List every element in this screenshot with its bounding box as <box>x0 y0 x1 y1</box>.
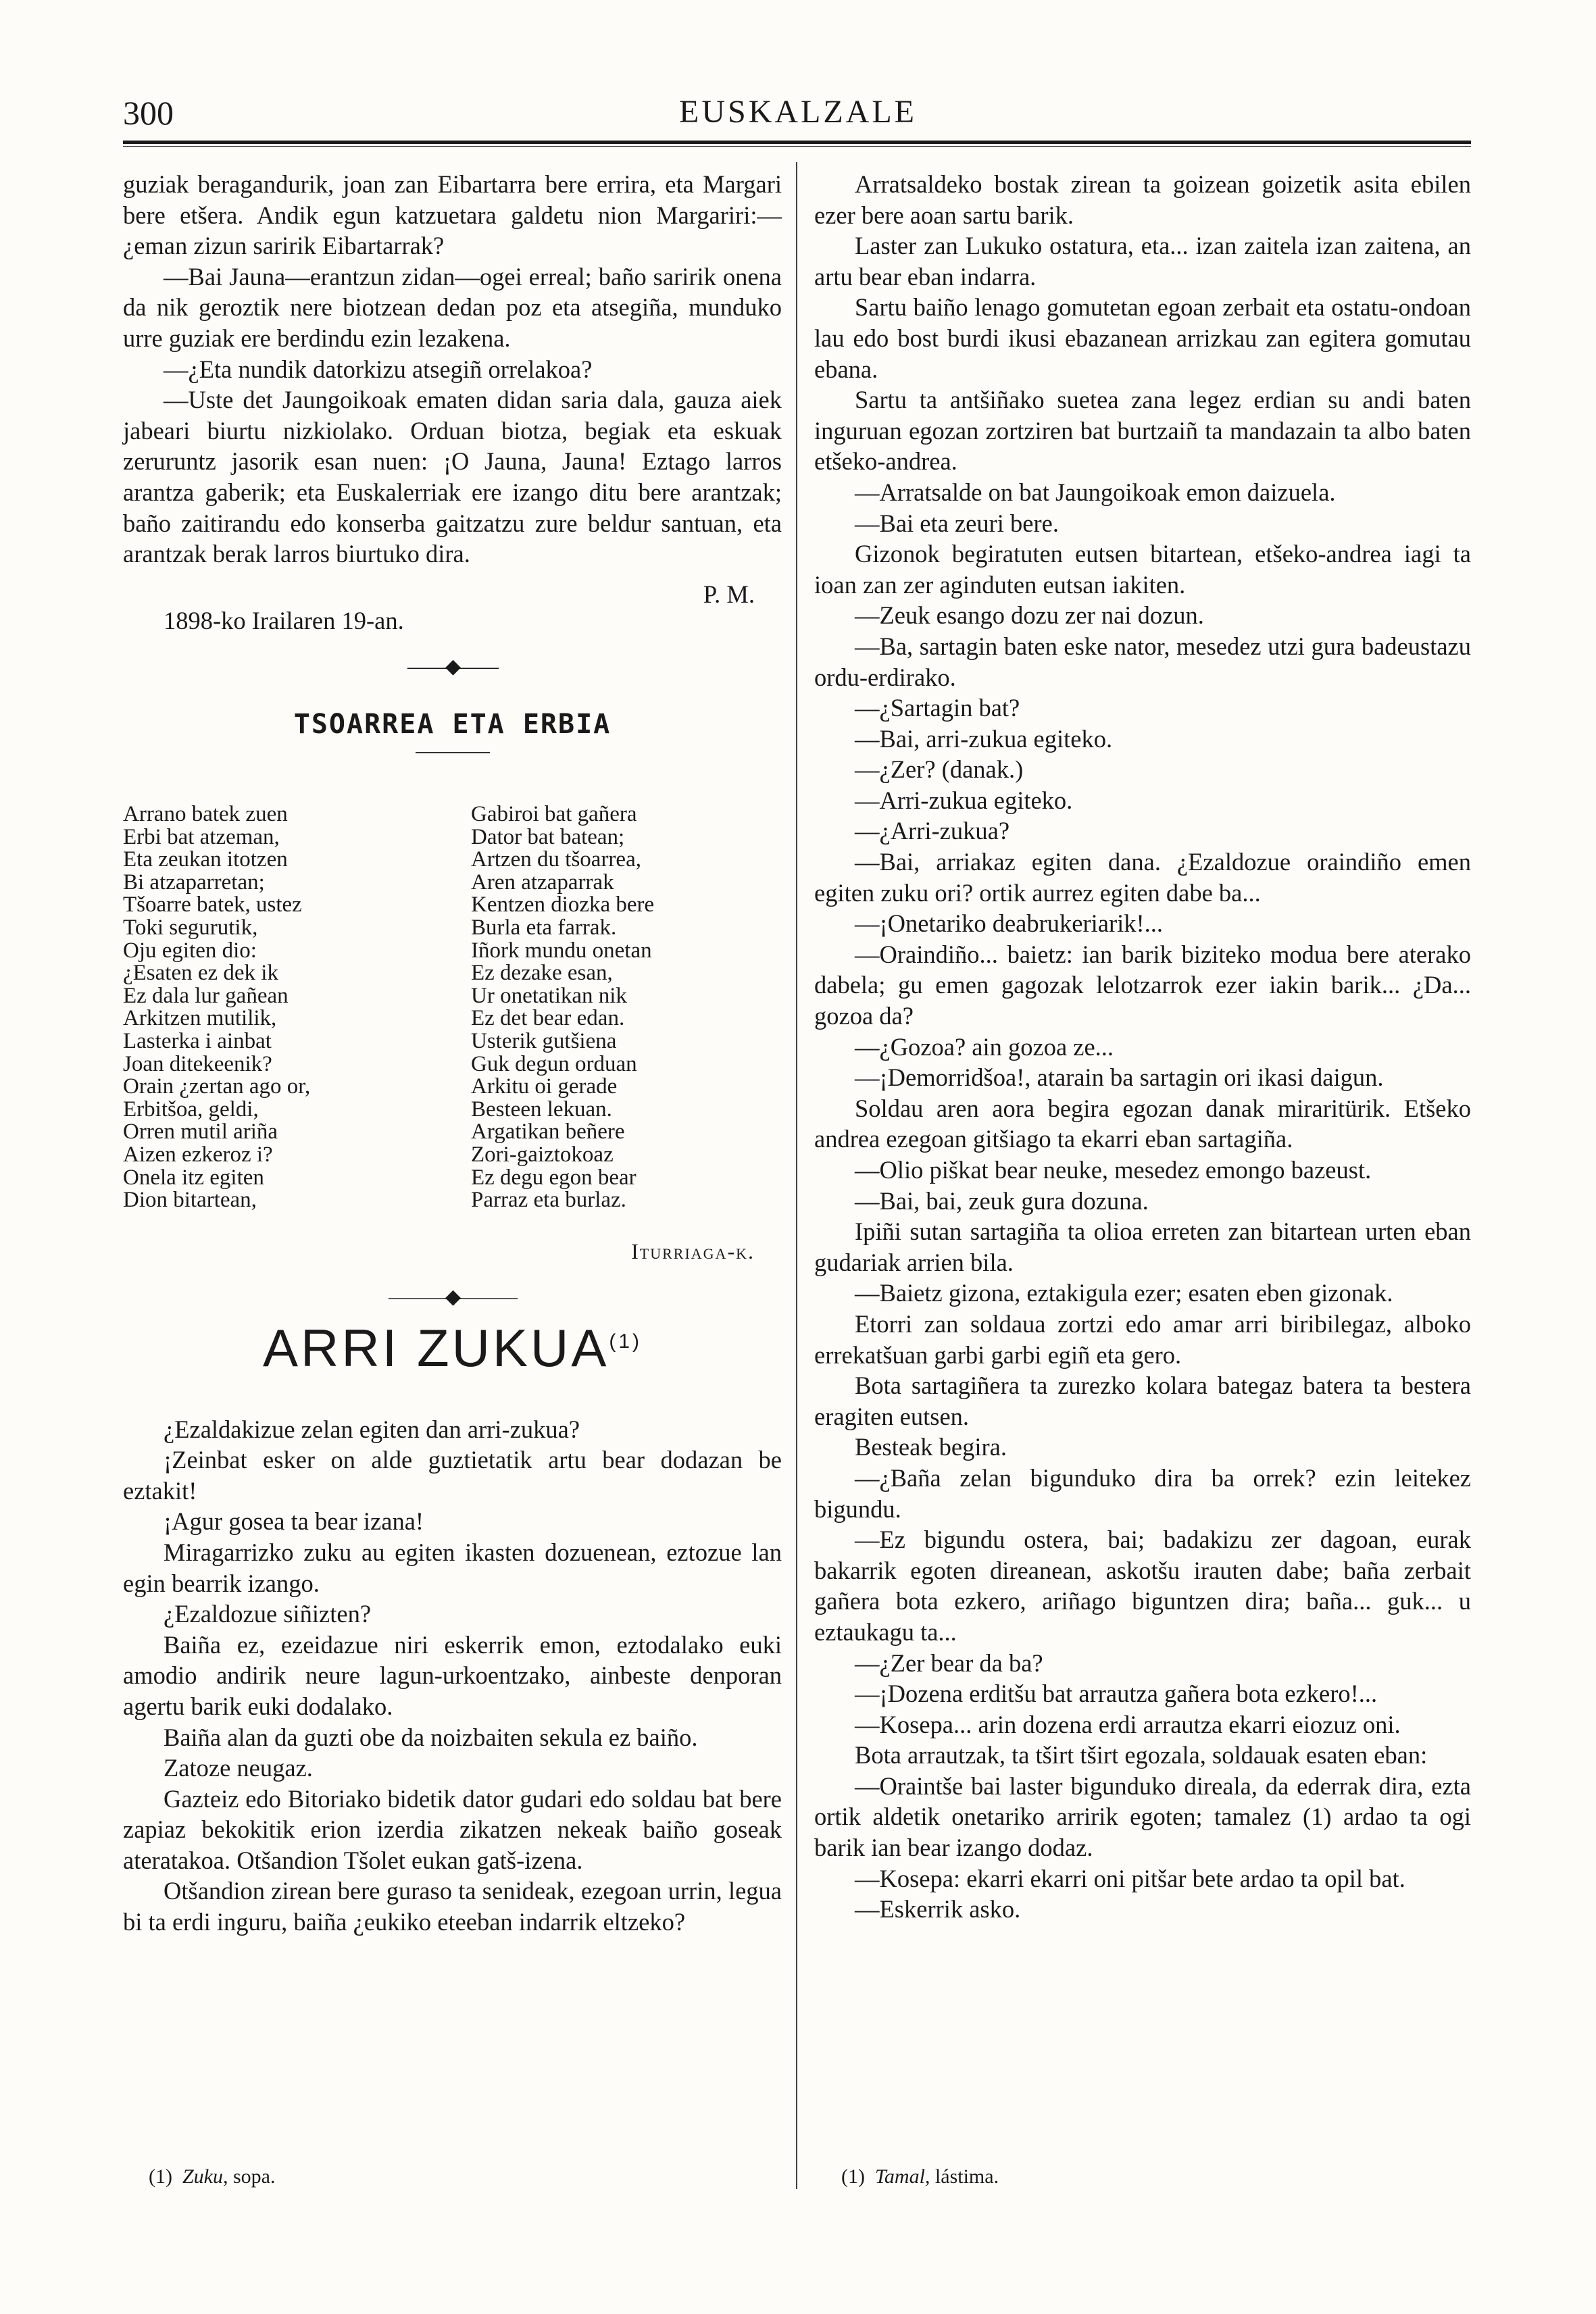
dateline: 1898-ko Irailaren 19-an. <box>164 607 404 635</box>
header-rule-thin <box>123 146 1471 147</box>
poem-line: Usterik gutšiena <box>471 1029 617 1054</box>
paragraph: ¡Agur gosea ta bear izana! <box>164 1507 424 1536</box>
poem-line: Iñork mundu onetan <box>471 938 652 963</box>
paragraph: —Ez bigundu ostera, bai; badakizu zer dagoan, eurak bakarrik egoten direanean, askotšu irauten dabe; baña zerbait gañera bota ezkero, ariñago biguntzen dira; baña... guk... u eztaukagu ta... <box>814 1526 1471 1646</box>
poem-line: Onela itz egiten <box>123 1165 264 1190</box>
ornament-divider: ——◆—— <box>407 655 498 678</box>
paragraph: —Ba, sartagin baten eske nator, mesedez utzi gura badeustazu ordu-erdirako. <box>814 632 1471 691</box>
section-title <box>123 1317 782 1378</box>
paragraph: —Bai eta zeuri bere. <box>855 509 1059 537</box>
poem-line: Ur onetatikan nik <box>471 983 627 1008</box>
poem-line: Tšoarre batek, ustez <box>123 892 302 917</box>
poem-line: Eta zeukan itotzen <box>123 847 288 872</box>
footnote-mark: (1) <box>149 2165 172 2188</box>
poem-line: Orren mutil ariña <box>123 1120 278 1145</box>
poem-line: Aizen ezkeroz i? <box>123 1142 273 1167</box>
paragraph: —Oraintše bai laster bigunduko direala, da ederrak dira, ezta ortik aldetik onetariko arririk egoten; tamalez (1) ardao ta ogi barik ian bear izango dodaz. <box>814 1771 1471 1862</box>
poem-line: Guk degun orduan <box>471 1051 637 1076</box>
poem-author: Iturriaga-k. <box>631 1238 755 1263</box>
paragraph: —Oraindiño... baietz: ian barik biziteko modua bere aterako dabela; gu emen gagozak lelotzarrok ezer iakin barik... ¿Da... gozoa da? <box>814 940 1471 1030</box>
paragraph: Bota arrautzak, ta tširt tširt egozala, soldauak esaten eban: <box>855 1741 1428 1769</box>
poem-column-1 <box>123 803 434 1212</box>
paragraph: Sartu baiño lenago gomutetan egoan zerbait eta ostatu-ondoan lau edo bost burdi ikusi ebazanean arrizkau zan egitera gomutau ebana. <box>814 293 1471 383</box>
paragraph: Besteak begira. <box>855 1433 1007 1461</box>
footnote-gloss: lástima. <box>934 2165 999 2188</box>
paragraph: ¿Ezaldakizue zelan egiten dan arri-zukua? <box>164 1415 580 1443</box>
poem-column-2 <box>471 803 782 1212</box>
poem-line: Ez dezake esan, <box>471 961 613 986</box>
paragraph: —Kosepa... arin dozena erdi arrautza ekarri eiozuz oni. <box>855 1710 1401 1738</box>
paragraph: —Zeuk esango dozu zer nai dozun. <box>855 601 1204 630</box>
poem-line: ¿Esaten ez dek ik <box>123 961 278 986</box>
ornament-divider: ———◆——— <box>388 1286 517 1309</box>
paragraph: Baiña alan da guzti obe da noizbaiten sekula ez baiño. <box>164 1723 698 1751</box>
poem-line: Kentzen diozka bere <box>471 892 655 917</box>
paragraph: —Bai, bai, zeuk gura dozuna. <box>855 1186 1149 1215</box>
right-column <box>814 169 1471 1925</box>
footnote-gloss: sopa. <box>232 2165 276 2188</box>
paragraph: —Kosepa: ekarri ekarri oni pitšar bete ardao ta opil bat. <box>855 1864 1405 1892</box>
paragraph: —Bai Jauna—erantzun zidan—ogei erreal; baño saririk onena da nik geroztik nere biotzean dedan poz eta atsegiña, munduko urre guziak ere berdindu ezin lezakena. <box>123 262 782 352</box>
poem-line: Besteen lekuan. <box>471 1097 612 1122</box>
paragraph: Otšandion zirean bere guraso ta senideak, ezegoan urrin, legua bi ta erdi inguru, baiña ¿eukiko eteeban indarrik eltzeko? <box>123 1877 782 1936</box>
paragraph: —¿Zer? (danak.) <box>855 755 1024 784</box>
poem-line: Erbitšoa, geldi, <box>123 1097 259 1122</box>
poem-line: Burla eta farrak. <box>471 915 617 940</box>
paragraph: —¡Dozena erditšu bat arrautza gañera bota ezkero!... <box>855 1680 1378 1708</box>
paragraph: —¿Sartagin bat? <box>855 694 1020 722</box>
paragraph: Baiña ez, ezeidazue niri eskerrik emon, eztodalako euki amodio andirik neure lagun-urkoentzako, ainbeste denporan agertu barik euki dodalako. <box>123 1630 782 1720</box>
paragraph: —Arratsalde on bat Jaungoikoak emon daizuela. <box>855 478 1336 506</box>
poem-line: Joan ditekeenik? <box>123 1051 272 1076</box>
poem-line: Toki segurutik, <box>123 915 258 940</box>
paragraph: Sartu ta antšiñako suetea zana legez erdian su andi baten inguruan egozan zortziren bat burtzaiñ ta mandazain ta albo baten etšeko-andrea. <box>814 386 1471 476</box>
running-head: EUSKALZALE <box>679 94 917 130</box>
poem-line: Parraz eta burlaz. <box>471 1188 626 1213</box>
poem-line: Dator bat batean; <box>471 824 625 849</box>
paragraph: —¿Baña zelan bigunduko dira ba orrek? ezin leitekez bigundu. <box>814 1463 1471 1523</box>
section-title-text: ARRI ZUKUA <box>262 1317 609 1378</box>
paragraph: —Eskerrik asko. <box>855 1895 1021 1923</box>
paragraph: Etorri zan soldaua zortzi edo amar arri biribilegaz, alboko errekatšuan garbi garbi egiñ eta gero. <box>814 1309 1471 1369</box>
poem <box>123 803 782 1212</box>
paragraph: —Bai, arriakaz egiten dana. ¿Ezaldozue oraindiño emen egiten zuku ori? ortik aurrez egiten dabe ba... <box>814 848 1471 907</box>
paragraph: guziak beragandurik, joan zan Eibartarra bere errira, eta Margari bere etšera. Andik egun katzuetara galdetu nion Margariri:—¿eman zizun saririk Eibartarrak? <box>123 170 782 260</box>
paragraph: ¿Ezaldozue siñizten? <box>164 1600 372 1628</box>
paragraph: —¡Demorridšoa!, atarain ba sartagin ori ikasi daigun. <box>855 1063 1384 1092</box>
paragraph: —¿Gozoa? ain gozoa ze... <box>855 1032 1114 1061</box>
poem-title: TSOARREA ETA ERBIA <box>293 708 612 740</box>
poem-line: Arkitu oi gerade <box>471 1074 618 1099</box>
poem-line: Ez degu egon bear <box>471 1165 637 1190</box>
poem-line: Oju egiten dio: <box>123 938 257 963</box>
paragraph: —Olio piškat bear neuke, mesedez emongo bazeust. <box>855 1156 1372 1184</box>
paragraph: —¿Arri-zukua? <box>855 817 1010 845</box>
paragraph: —Bai, arri-zukua egiteko. <box>855 724 1113 753</box>
column-divider <box>796 162 797 2189</box>
poem-line: Argatikan beñere <box>471 1120 625 1145</box>
poem-line: Ez dala lur gañean <box>123 983 289 1008</box>
footnote-left <box>149 2165 275 2188</box>
paragraph: ¡Zeinbat esker on alde guztietatik artu bear dodazan be eztakit! <box>123 1446 782 1505</box>
paragraph: Gazteiz edo Bitoriako bidetik dator gudari edo soldau bat bere zapiaz bekokitik erion izerdia zikatzen nekeak baiño goseak ateratakoa. Otšandion Tšolet eukan gatš-izena. <box>123 1784 782 1874</box>
paragraph: Miragarrizko zuku au egiten ikasten dozuenean, eztozue lan egin bearrik izango. <box>123 1538 782 1597</box>
poem-line: Artzen du tšoarrea, <box>471 847 641 872</box>
paragraph: —¿Eta nundik datorkizu atsegiñ orrelakoa? <box>164 355 593 383</box>
paragraph: —Uste det Jaungoikoak ematen didan saria dala, gauza aiek jabeari biurtu nizkiolako. Orduan biotza, begiak eta eskuak zeruruntz jasorik esan nuen: ¡O Jauna, Jauna! Eztago larros arantza gaberik; eta Euskalerriak ere izango ditu bere arantzak; baño zaitirandu edo konserba gaitzatzu zure beldur santuan, eta arantzak berak larros biurtuko dira. <box>123 386 782 568</box>
header-rule <box>123 141 1471 144</box>
paragraph: Bota sartagiñera ta zurezko kolara bategaz batera ta bestera eragiten eutsen. <box>814 1372 1471 1430</box>
poem-line: Bi atzaparretan; <box>123 870 265 895</box>
footnote-right <box>841 2165 999 2188</box>
poem-line: Erbi bat atzeman, <box>123 824 280 849</box>
paragraph: Arratsaldeko bostak zirean ta goizean goizetik asita ebilen ezer bere aoan sartu barik. <box>814 170 1471 229</box>
poem-line: Ez det bear edan. <box>471 1006 625 1031</box>
paragraph: Gizonok begiratuten eutsen bitartean, etšeko-andrea iagi ta ioan zan zer aginduten eutsan iakiten. <box>814 540 1471 599</box>
footnote-term: Zuku, <box>182 2165 228 2188</box>
poem-line: Zori-gaiztokoaz <box>471 1142 614 1167</box>
short-rule <box>416 752 490 753</box>
paragraph: Soldau aren aora begira egozan danak miraritürik. Etšeko andrea ezegoan gitšiago ta ekarri eban sartagiña. <box>814 1094 1471 1153</box>
footnote-term: Tamal, <box>874 2165 930 2188</box>
signature: P. M. <box>703 580 755 608</box>
paragraph: Zatoze neugaz. <box>164 1754 313 1782</box>
paragraph: —¿Zer bear da ba? <box>855 1649 1043 1677</box>
paragraph: —Arri-zukua egiteko. <box>855 786 1073 814</box>
paragraph: Ipiñi sutan sartagiña ta olioa erreten zan bitartean urten eban gudariak arrien bila. <box>814 1217 1471 1276</box>
left-column <box>123 169 782 1938</box>
page-number: 300 <box>123 94 174 132</box>
poem-line: Lasterka i ainbat <box>123 1029 272 1054</box>
paragraph: —¡Onetariko deabrukeriarik!... <box>855 909 1164 938</box>
paragraph: —Baietz gizona, eztakigula ezer; esaten eben gizonak. <box>855 1279 1393 1307</box>
footnote-mark: (1) <box>609 1330 643 1353</box>
poem-line: Gabiroi bat gañera <box>471 802 637 827</box>
poem-line: Dion bitartean, <box>123 1188 257 1213</box>
poem-line: Arrano batek zuen <box>123 802 288 827</box>
poem-line: Aren atzaparrak <box>471 870 614 895</box>
footnote-mark: (1) <box>841 2165 865 2188</box>
poem-line: Arkitzen mutilik, <box>123 1006 277 1031</box>
paragraph: Laster zan Lukuko ostatura, eta... izan zaitela izan zaitena, an artu bear eban indarra. <box>814 232 1471 291</box>
poem-line: Orain ¿zertan ago or, <box>123 1074 311 1099</box>
